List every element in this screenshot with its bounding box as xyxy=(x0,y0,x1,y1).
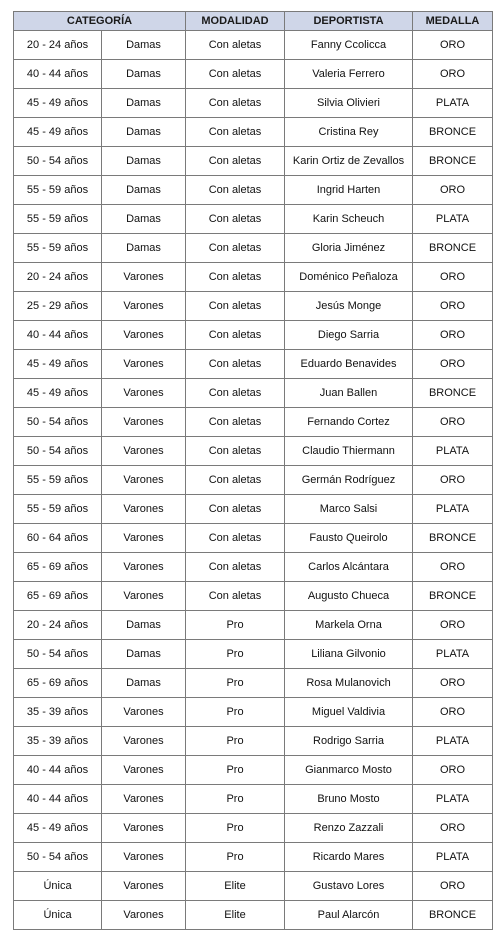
gender-cell: Varones xyxy=(102,437,186,466)
age-cell: 65 - 69 años xyxy=(14,553,102,582)
gender-cell: Damas xyxy=(102,205,186,234)
age-cell: 60 - 64 años xyxy=(14,524,102,553)
table-row xyxy=(14,292,493,321)
athlete-cell: Rosa Mulanovich xyxy=(285,669,413,698)
medal-cell: BRONCE xyxy=(413,118,493,147)
athlete-cell: Liliana Gilvonio xyxy=(285,640,413,669)
age-cell: 50 - 54 años xyxy=(14,437,102,466)
table-row xyxy=(14,379,493,408)
table-row xyxy=(14,408,493,437)
age-cell: 55 - 59 años xyxy=(14,495,102,524)
medal-cell: ORO xyxy=(413,553,493,582)
table-row xyxy=(14,60,493,89)
athlete-cell: Juan Ballen xyxy=(285,379,413,408)
gender-cell: Varones xyxy=(102,408,186,437)
modality-cell: Con aletas xyxy=(186,350,285,379)
medal-cell: PLATA xyxy=(413,843,493,872)
modality-cell: Pro xyxy=(186,727,285,756)
modality-cell: Pro xyxy=(186,640,285,669)
athlete-cell: Paul Alarcón xyxy=(285,901,413,930)
athlete-cell: Ingrid Harten xyxy=(285,176,413,205)
athlete-cell: Gianmarco Mosto xyxy=(285,756,413,785)
age-cell: 55 - 59 años xyxy=(14,176,102,205)
header-deportista: DEPORTISTA xyxy=(285,12,413,31)
table-row xyxy=(14,843,493,872)
gender-cell: Varones xyxy=(102,814,186,843)
modality-cell: Pro xyxy=(186,611,285,640)
gender-cell: Damas xyxy=(102,89,186,118)
table-row xyxy=(14,901,493,930)
medal-cell: BRONCE xyxy=(413,379,493,408)
modality-cell: Con aletas xyxy=(186,263,285,292)
athlete-cell: Cristina Rey xyxy=(285,118,413,147)
gender-cell: Varones xyxy=(102,466,186,495)
athlete-cell: Fernando Cortez xyxy=(285,408,413,437)
athlete-cell: Diego Sarria xyxy=(285,321,413,350)
age-cell: 35 - 39 años xyxy=(14,698,102,727)
age-cell: 45 - 49 años xyxy=(14,814,102,843)
medal-cell: PLATA xyxy=(413,727,493,756)
medal-cell: ORO xyxy=(413,350,493,379)
athlete-cell: Doménico Peñaloza xyxy=(285,263,413,292)
athlete-cell: Bruno Mosto xyxy=(285,785,413,814)
athlete-cell: Markela Orna xyxy=(285,611,413,640)
age-cell: 45 - 49 años xyxy=(14,350,102,379)
age-cell: 45 - 49 años xyxy=(14,379,102,408)
gender-cell: Damas xyxy=(102,611,186,640)
header-medalla: MEDALLA xyxy=(413,12,493,31)
modality-cell: Pro xyxy=(186,843,285,872)
gender-cell: Damas xyxy=(102,234,186,263)
athlete-cell: Fanny Ccolicca xyxy=(285,31,413,60)
age-cell: Única xyxy=(14,872,102,901)
modality-cell: Con aletas xyxy=(186,292,285,321)
modality-cell: Con aletas xyxy=(186,89,285,118)
medal-cell: PLATA xyxy=(413,495,493,524)
age-cell: 55 - 59 años xyxy=(14,466,102,495)
age-cell: 40 - 44 años xyxy=(14,785,102,814)
modality-cell: Con aletas xyxy=(186,582,285,611)
medal-cell: ORO xyxy=(413,263,493,292)
athlete-cell: Karin Ortiz de Zevallos xyxy=(285,147,413,176)
table-row xyxy=(14,698,493,727)
modality-cell: Con aletas xyxy=(186,379,285,408)
medal-cell: ORO xyxy=(413,31,493,60)
modality-cell: Con aletas xyxy=(186,408,285,437)
athlete-cell: Eduardo Benavides xyxy=(285,350,413,379)
age-cell: 45 - 49 años xyxy=(14,118,102,147)
age-cell: 40 - 44 años xyxy=(14,60,102,89)
modality-cell: Pro xyxy=(186,814,285,843)
modality-cell: Con aletas xyxy=(186,466,285,495)
header-row xyxy=(14,12,493,31)
table-row xyxy=(14,437,493,466)
gender-cell: Damas xyxy=(102,31,186,60)
table-row xyxy=(14,118,493,147)
gender-cell: Damas xyxy=(102,60,186,89)
table-row xyxy=(14,611,493,640)
athlete-cell: Miguel Valdivia xyxy=(285,698,413,727)
table-row xyxy=(14,31,493,60)
gender-cell: Varones xyxy=(102,872,186,901)
medal-cell: PLATA xyxy=(413,640,493,669)
age-cell: 65 - 69 años xyxy=(14,669,102,698)
age-cell: 55 - 59 años xyxy=(14,205,102,234)
gender-cell: Varones xyxy=(102,379,186,408)
age-cell: 55 - 59 años xyxy=(14,234,102,263)
modality-cell: Elite xyxy=(186,872,285,901)
gender-cell: Varones xyxy=(102,582,186,611)
table-row xyxy=(14,524,493,553)
medal-cell: ORO xyxy=(413,60,493,89)
athlete-cell: Renzo Zazzali xyxy=(285,814,413,843)
medal-cell: BRONCE xyxy=(413,147,493,176)
medal-cell: ORO xyxy=(413,756,493,785)
athlete-cell: Silvia Olivieri xyxy=(285,89,413,118)
medal-cell: BRONCE xyxy=(413,234,493,263)
athlete-cell: Karin Scheuch xyxy=(285,205,413,234)
athlete-cell: Gustavo Lores xyxy=(285,872,413,901)
medal-cell: PLATA xyxy=(413,437,493,466)
medal-cell: ORO xyxy=(413,466,493,495)
gender-cell: Varones xyxy=(102,698,186,727)
age-cell: 65 - 69 años xyxy=(14,582,102,611)
athlete-cell: Germán Rodríguez xyxy=(285,466,413,495)
athlete-cell: Augusto Chueca xyxy=(285,582,413,611)
table-row xyxy=(14,582,493,611)
modality-cell: Pro xyxy=(186,785,285,814)
medal-cell: ORO xyxy=(413,292,493,321)
medal-cell: BRONCE xyxy=(413,582,493,611)
modality-cell: Con aletas xyxy=(186,60,285,89)
modality-cell: Con aletas xyxy=(186,553,285,582)
age-cell: 50 - 54 años xyxy=(14,147,102,176)
gender-cell: Varones xyxy=(102,263,186,292)
athlete-cell: Carlos Alcántara xyxy=(285,553,413,582)
medal-cell: ORO xyxy=(413,321,493,350)
table-row xyxy=(14,495,493,524)
gender-cell: Damas xyxy=(102,118,186,147)
gender-cell: Damas xyxy=(102,176,186,205)
age-cell: 20 - 24 años xyxy=(14,31,102,60)
medal-cell: ORO xyxy=(413,176,493,205)
age-cell: 40 - 44 años xyxy=(14,321,102,350)
modality-cell: Con aletas xyxy=(186,234,285,263)
table-row xyxy=(14,756,493,785)
age-cell: 25 - 29 años xyxy=(14,292,102,321)
gender-cell: Varones xyxy=(102,321,186,350)
table-row xyxy=(14,669,493,698)
table-row xyxy=(14,147,493,176)
medal-cell: ORO xyxy=(413,669,493,698)
table-row xyxy=(14,466,493,495)
header-categoria: CATEGORÍA xyxy=(14,12,186,31)
modality-cell: Con aletas xyxy=(186,437,285,466)
age-cell: Única xyxy=(14,901,102,930)
gender-cell: Varones xyxy=(102,495,186,524)
age-cell: 50 - 54 años xyxy=(14,843,102,872)
table-row xyxy=(14,814,493,843)
medal-cell: ORO xyxy=(413,814,493,843)
modality-cell: Con aletas xyxy=(186,205,285,234)
gender-cell: Varones xyxy=(102,727,186,756)
medal-cell: ORO xyxy=(413,408,493,437)
modality-cell: Con aletas xyxy=(186,147,285,176)
age-cell: 20 - 24 años xyxy=(14,263,102,292)
gender-cell: Varones xyxy=(102,901,186,930)
table-row xyxy=(14,785,493,814)
table-body xyxy=(14,31,493,930)
medal-cell: BRONCE xyxy=(413,524,493,553)
medal-cell: BRONCE xyxy=(413,901,493,930)
header-modalidad: MODALIDAD xyxy=(186,12,285,31)
table-row xyxy=(14,176,493,205)
table-row xyxy=(14,234,493,263)
table-row xyxy=(14,727,493,756)
table-row xyxy=(14,872,493,901)
athlete-cell: Fausto Queirolo xyxy=(285,524,413,553)
age-cell: 50 - 54 años xyxy=(14,408,102,437)
modality-cell: Con aletas xyxy=(186,118,285,147)
gender-cell: Damas xyxy=(102,640,186,669)
table-row xyxy=(14,205,493,234)
modality-cell: Pro xyxy=(186,669,285,698)
modality-cell: Con aletas xyxy=(186,524,285,553)
age-cell: 20 - 24 años xyxy=(14,611,102,640)
modality-cell: Con aletas xyxy=(186,495,285,524)
gender-cell: Varones xyxy=(102,292,186,321)
medal-cell: ORO xyxy=(413,698,493,727)
athlete-cell: Rodrigo Sarria xyxy=(285,727,413,756)
athlete-cell: Valeria Ferrero xyxy=(285,60,413,89)
table-header xyxy=(14,12,493,31)
modality-cell: Con aletas xyxy=(186,31,285,60)
table-row xyxy=(14,321,493,350)
modality-cell: Elite xyxy=(186,901,285,930)
age-cell: 40 - 44 años xyxy=(14,756,102,785)
gender-cell: Varones xyxy=(102,843,186,872)
medal-cell: PLATA xyxy=(413,205,493,234)
athlete-cell: Claudio Thiermann xyxy=(285,437,413,466)
athlete-cell: Marco Salsi xyxy=(285,495,413,524)
table-row xyxy=(14,640,493,669)
table-row xyxy=(14,350,493,379)
medal-cell: ORO xyxy=(413,611,493,640)
medal-cell: ORO xyxy=(413,872,493,901)
table-row xyxy=(14,89,493,118)
age-cell: 50 - 54 años xyxy=(14,640,102,669)
gender-cell: Varones xyxy=(102,785,186,814)
gender-cell: Varones xyxy=(102,350,186,379)
age-cell: 45 - 49 años xyxy=(14,89,102,118)
gender-cell: Damas xyxy=(102,669,186,698)
gender-cell: Varones xyxy=(102,524,186,553)
age-cell: 35 - 39 años xyxy=(14,727,102,756)
modality-cell: Pro xyxy=(186,756,285,785)
athlete-cell: Jesús Monge xyxy=(285,292,413,321)
gender-cell: Varones xyxy=(102,553,186,582)
modality-cell: Con aletas xyxy=(186,176,285,205)
table-row xyxy=(14,263,493,292)
modality-cell: Con aletas xyxy=(186,321,285,350)
athlete-cell: Ricardo Mares xyxy=(285,843,413,872)
athlete-cell: Gloria Jiménez xyxy=(285,234,413,263)
medal-cell: PLATA xyxy=(413,89,493,118)
gender-cell: Varones xyxy=(102,756,186,785)
medal-cell: PLATA xyxy=(413,785,493,814)
gender-cell: Damas xyxy=(102,147,186,176)
table-row xyxy=(14,553,493,582)
modality-cell: Pro xyxy=(186,698,285,727)
medal-results-table xyxy=(13,11,493,930)
